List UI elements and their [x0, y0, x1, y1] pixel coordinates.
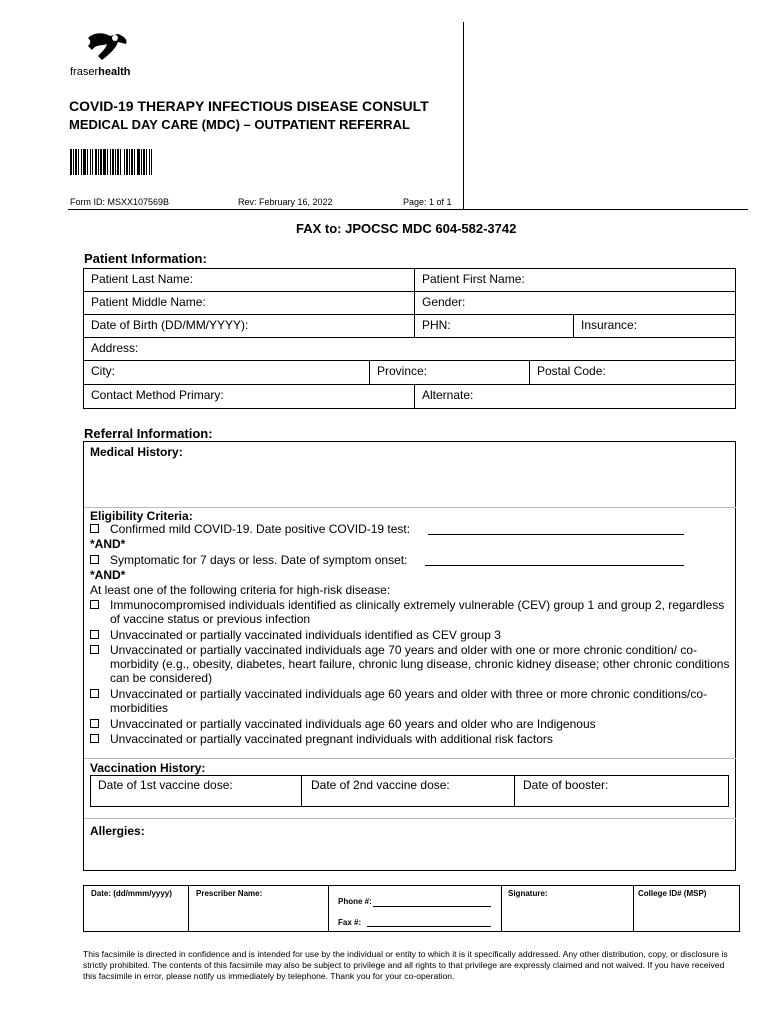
criteria-checkbox[interactable]	[90, 719, 99, 728]
criteria-checkbox[interactable]	[90, 630, 99, 639]
fax-label: Fax #:	[338, 918, 362, 927]
gender-label: Gender:	[422, 295, 466, 309]
positive-test-date-input[interactable]	[428, 534, 684, 535]
criteria-item[interactable]	[90, 687, 730, 715]
postal-code-label: Postal Code:	[537, 364, 606, 378]
logo	[70, 30, 140, 82]
barcode-icon	[70, 149, 192, 175]
date-field[interactable]	[83, 885, 189, 932]
symptom-onset-date-input[interactable]	[425, 565, 684, 566]
criteria-label: Unvaccinated or partially vaccinated individuals age 60 years and older with three or more chronic conditions/co-morbidities	[110, 687, 707, 715]
medical-history-input[interactable]	[90, 460, 730, 504]
criteria-label: Unvaccinated or partially vaccinated pregnant individuals with additional risk factors	[110, 732, 553, 746]
date-label: Date: (dd/mmm/yyyy)	[91, 889, 172, 898]
fax-input[interactable]	[367, 926, 491, 927]
logo-wordmark	[70, 66, 131, 78]
revision-date: Rev: February 16, 2022	[238, 197, 333, 207]
referral-info-heading: Referral Information:	[84, 426, 213, 441]
logo-text-light: fraser	[70, 66, 99, 78]
confirmed-covid-checkbox[interactable]	[90, 524, 99, 533]
form-subtitle: MEDICAL DAY CARE (MDC) – OUTPATIENT REFERRAL	[69, 117, 410, 132]
form-id: Form ID: MSXX107569B	[70, 197, 170, 207]
medical-history-label: Medical History:	[90, 445, 183, 459]
college-id-field[interactable]	[633, 885, 740, 932]
postal-code-field[interactable]	[529, 360, 736, 385]
form-title: COVID-19 THERAPY INFECTIOUS DISEASE CONSULT	[69, 98, 429, 114]
and-label-1: *AND*	[90, 537, 126, 551]
eligibility-label: Eligibility Criteria:	[90, 509, 193, 523]
page-number: Page: 1 of 1	[403, 197, 452, 207]
dose1-date-field[interactable]	[90, 775, 302, 807]
criteria-checkbox[interactable]	[90, 689, 99, 698]
allergies-label: Allergies:	[90, 824, 145, 838]
phn-label: PHN:	[422, 318, 451, 332]
symptomatic-label: Symptomatic for 7 days or less. Date of symptom onset:	[110, 553, 408, 567]
address-label: Address:	[91, 341, 139, 355]
criteria-checkbox[interactable]	[90, 600, 99, 609]
city-field[interactable]	[83, 360, 370, 385]
alternate-contact-field[interactable]	[414, 384, 736, 409]
phone-input[interactable]	[373, 906, 491, 907]
contact-primary-field[interactable]	[83, 384, 415, 409]
signature-field[interactable]	[501, 885, 634, 932]
phn-field[interactable]	[414, 314, 574, 338]
first-name-label: Patient First Name:	[422, 272, 525, 286]
booster-date-field[interactable]	[514, 775, 729, 807]
contact-primary-label: Contact Method Primary:	[91, 388, 224, 402]
criteria-label: Immunocompromised individuals identified as clinically extremely vulnerable (CEV) group 1 and group 2, regardless of vaccine status or previous infection	[110, 598, 725, 626]
phone-label: Phone #:	[338, 897, 372, 906]
middle-name-field[interactable]	[83, 291, 415, 315]
insurance-field[interactable]	[573, 314, 736, 338]
criteria-item[interactable]	[90, 628, 730, 642]
criteria-checkbox[interactable]	[90, 734, 99, 743]
dose2-date-label: Date of 2nd vaccine dose:	[311, 778, 450, 792]
criteria-item[interactable]	[90, 643, 730, 685]
patient-info-heading: Patient Information:	[84, 251, 207, 266]
criteria-item[interactable]	[90, 598, 730, 626]
last-name-label: Patient Last Name:	[91, 272, 194, 286]
prescriber-name-label: Prescriber Name:	[196, 889, 263, 898]
confidentiality-disclaimer: This facsimile is directed in confidence and is intended for use by the individual or entity to which it is it specifically addressed. Any other distribution, copy, or disclosure is strictly prohibited. The contents of this facsimile may also be subject to privilege and all rights to that privilege are expressly claimed and not waived. If you have received this facsimile in error, please notify us immediately by telephone. Thank you for your co-operation.	[83, 949, 728, 981]
fraser-health-logo-icon	[74, 30, 134, 64]
high-risk-intro: At least one of the following criteria for high-risk disease:	[90, 583, 391, 597]
and-label-2: *AND*	[90, 568, 126, 582]
header-divider-horizontal	[68, 209, 748, 210]
symptomatic-checkbox[interactable]	[90, 555, 99, 564]
college-id-label: College ID# (MSP)	[638, 889, 707, 898]
dob-label: Date of Birth (DD/MM/YYYY):	[91, 318, 249, 332]
section-divider	[84, 818, 736, 819]
criteria-checkbox[interactable]	[90, 645, 99, 654]
phone-fax-cell	[328, 885, 502, 932]
header-divider-vertical	[463, 22, 464, 210]
section-divider	[84, 507, 736, 508]
city-label: City:	[91, 364, 115, 378]
allergies-input[interactable]	[90, 840, 730, 868]
section-divider	[84, 758, 736, 759]
province-label: Province:	[377, 364, 428, 378]
gender-field[interactable]	[414, 291, 736, 315]
alternate-contact-label: Alternate:	[422, 388, 474, 402]
fax-number: FAX to: JPOCSC MDC 604-582-3742	[296, 221, 517, 236]
logo-text-bold: health	[98, 66, 131, 78]
booster-date-label: Date of booster:	[523, 778, 609, 792]
address-field[interactable]	[83, 337, 736, 361]
middle-name-label: Patient Middle Name:	[91, 295, 206, 309]
province-field[interactable]	[369, 360, 530, 385]
dose2-date-field[interactable]	[301, 775, 515, 807]
confirmed-covid-label: Confirmed mild COVID-19. Date positive COVID-19 test:	[110, 522, 411, 536]
criteria-label: Unvaccinated or partially vaccinated individuals identified as CEV group 3	[110, 628, 501, 642]
last-name-field[interactable]	[83, 268, 415, 292]
criteria-item[interactable]	[90, 732, 730, 746]
insurance-label: Insurance:	[581, 318, 638, 332]
criteria-item[interactable]	[90, 717, 730, 731]
vaccination-history-label: Vaccination History:	[90, 761, 206, 775]
dose1-date-label: Date of 1st vaccine dose:	[98, 778, 233, 792]
criteria-label: Unvaccinated or partially vaccinated individuals age 70 years and older with one or more chronic condition/ co-morbidity (e.g., obesity, diabetes, heart failure, chronic lung disease, chronic kidney disease; other chronic conditions can be considered)	[110, 643, 730, 685]
dob-field[interactable]	[83, 314, 415, 338]
first-name-field[interactable]	[414, 268, 736, 292]
prescriber-name-field[interactable]	[188, 885, 329, 932]
criteria-label: Unvaccinated or partially vaccinated individuals age 60 years and older who are Indigenous	[110, 717, 596, 731]
signature-label: Signature:	[508, 889, 548, 898]
